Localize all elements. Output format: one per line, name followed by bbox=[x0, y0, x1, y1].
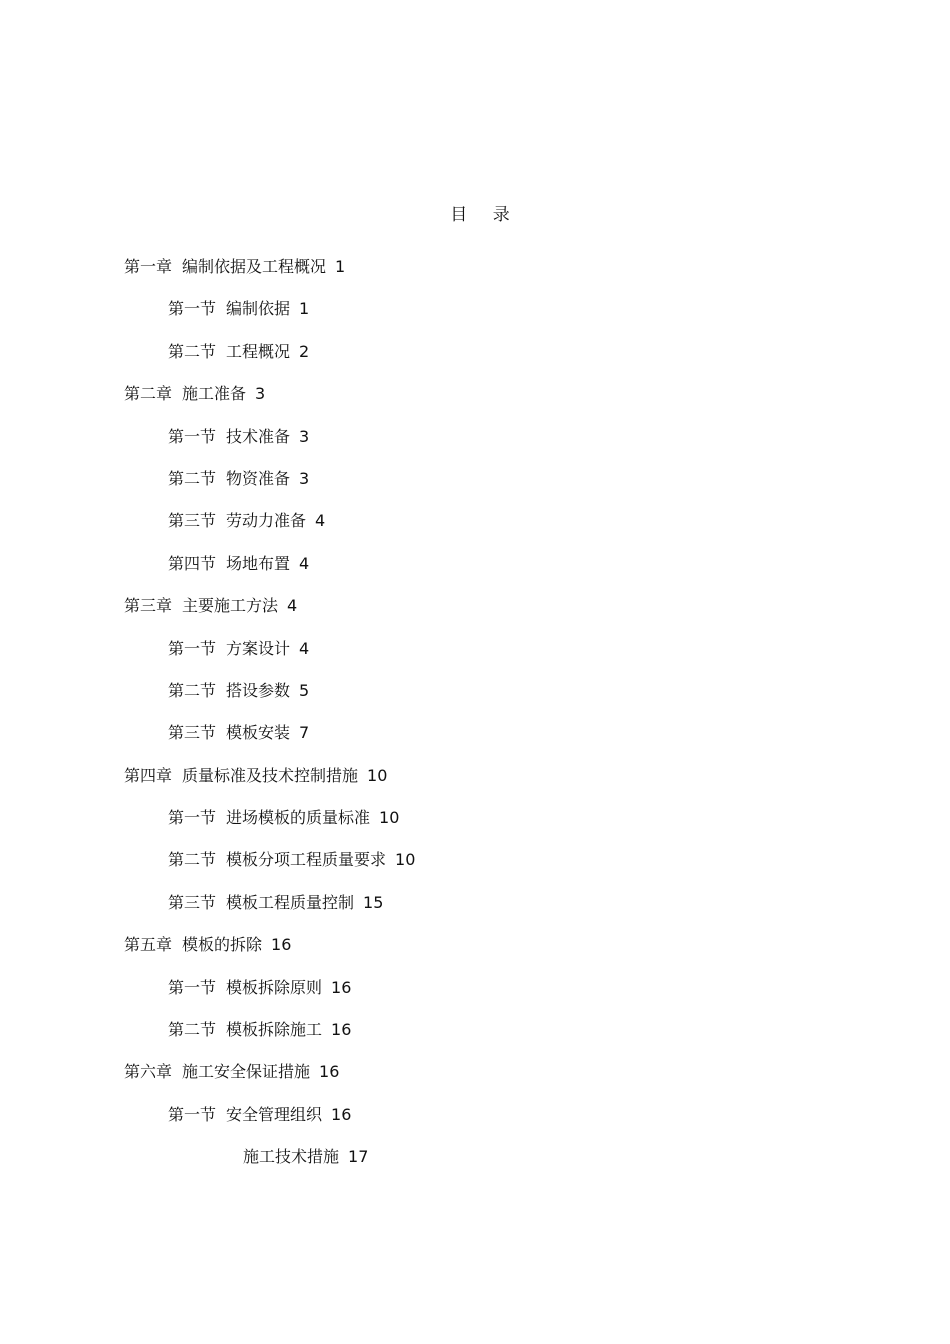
toc-entry-label: 第一节 bbox=[168, 299, 217, 319]
toc-entry bbox=[124, 254, 910, 296]
toc-entry bbox=[124, 847, 910, 889]
toc-entry-label: 第三节 bbox=[168, 892, 217, 912]
toc-entry bbox=[124, 551, 910, 593]
toc-entry bbox=[124, 466, 910, 508]
toc-entry-label: 第一节 bbox=[168, 638, 217, 658]
toc-entry-page-number: 16 bbox=[331, 1020, 352, 1040]
toc-entry-label: 第一章 bbox=[124, 257, 173, 276]
toc-entry-page-number: 4 bbox=[299, 638, 310, 658]
toc-entry-label: 第三章 bbox=[124, 596, 173, 616]
toc-entry-heading: 安全管理组织 bbox=[226, 1104, 323, 1124]
toc-entry-label: 第一节 bbox=[168, 426, 217, 446]
toc-entry-heading: 劳动力准备 bbox=[226, 511, 307, 531]
toc-entry-label: 第四章 bbox=[124, 765, 173, 785]
toc-entry-label: 第二节 bbox=[168, 680, 217, 700]
toc-entry bbox=[124, 720, 910, 762]
toc-entry-label: 第五章 bbox=[124, 935, 173, 955]
toc-entry-page-number: 2 bbox=[299, 341, 310, 361]
toc-entry-heading: 施工准备 bbox=[182, 384, 247, 404]
toc-entry-page-number: 4 bbox=[315, 511, 326, 531]
toc-entry-label: 第四节 bbox=[168, 553, 217, 573]
toc-entry-label: 第三节 bbox=[168, 511, 217, 531]
toc-entry-page-number: 17 bbox=[348, 1147, 369, 1167]
toc-entry-label: 第三节 bbox=[168, 723, 217, 743]
toc-entry-label: 第二节 bbox=[168, 341, 217, 361]
toc-entry-label: 第六章 bbox=[124, 1062, 173, 1082]
toc-entry bbox=[124, 890, 910, 932]
toc-entry-label: 第一节 bbox=[168, 808, 217, 828]
toc-entry-heading: 编制依据 bbox=[226, 299, 291, 319]
toc-entry bbox=[124, 1144, 910, 1186]
toc-entry bbox=[124, 636, 910, 678]
toc-entry-heading: 方案设计 bbox=[226, 638, 291, 658]
toc-entry bbox=[124, 381, 910, 423]
toc-entry-page-number: 3 bbox=[255, 384, 266, 404]
toc-entry-heading: 编制依据及工程概况 bbox=[182, 257, 327, 276]
toc-entry bbox=[124, 296, 910, 338]
toc-entry-page-number: 16 bbox=[331, 1104, 352, 1124]
toc-entry bbox=[124, 1102, 910, 1144]
toc-entry-heading: 模板分项工程质量要求 bbox=[226, 850, 387, 870]
toc-entry-heading: 工程概况 bbox=[226, 341, 291, 361]
toc-entry bbox=[124, 932, 910, 974]
toc-entry-page-number: 3 bbox=[299, 468, 310, 488]
toc-entry-page-number: 1 bbox=[335, 257, 346, 276]
toc-entry bbox=[124, 1059, 910, 1101]
toc-entry-page-number: 4 bbox=[299, 553, 310, 573]
toc-entry-page-number: 10 bbox=[395, 850, 416, 870]
toc-entry-heading: 物资准备 bbox=[226, 468, 291, 488]
toc-title: 目 录 bbox=[450, 205, 520, 225]
toc-entry-heading: 进场模板的质量标准 bbox=[226, 808, 371, 828]
toc-entry-label: 第二节 bbox=[168, 850, 217, 870]
toc-entry bbox=[124, 975, 910, 1017]
toc-entry-heading: 模板工程质量控制 bbox=[226, 892, 355, 912]
toc-entry-heading: 施工技术措施 bbox=[243, 1147, 340, 1167]
toc-entry-label: 第一节 bbox=[168, 977, 217, 997]
toc-entry-page-number: 15 bbox=[363, 892, 384, 912]
toc-entry-heading: 场地布置 bbox=[226, 553, 291, 573]
toc-entry-page-number: 3 bbox=[299, 426, 310, 446]
toc-entry-label: 第一节 bbox=[168, 1104, 217, 1124]
toc-entry-page-number: 10 bbox=[379, 808, 400, 828]
toc-entry-label: 第二章 bbox=[124, 384, 173, 404]
toc-entry-heading: 模板安装 bbox=[226, 723, 291, 743]
toc-entry-label: 第二节 bbox=[168, 1020, 217, 1040]
toc-entry bbox=[124, 593, 910, 635]
toc-entry bbox=[124, 763, 910, 805]
toc-entry-heading: 施工安全保证措施 bbox=[182, 1062, 311, 1082]
toc-entry-label: 第二节 bbox=[168, 468, 217, 488]
toc-list bbox=[124, 254, 910, 1187]
toc-entry-heading: 模板拆除施工 bbox=[226, 1020, 323, 1040]
toc-entry bbox=[124, 805, 910, 847]
toc-entry-heading: 搭设参数 bbox=[226, 680, 291, 700]
toc-entry-page-number: 1 bbox=[299, 299, 310, 319]
toc-entry-heading: 技术准备 bbox=[226, 426, 291, 446]
toc-entry-page-number: 5 bbox=[299, 680, 310, 700]
toc-entry-heading: 模板拆除原则 bbox=[226, 977, 323, 997]
toc-entry-page-number: 16 bbox=[319, 1062, 340, 1082]
toc-entry bbox=[124, 508, 910, 550]
toc-entry-page-number: 7 bbox=[299, 723, 310, 743]
toc-entry-page-number: 16 bbox=[331, 977, 352, 997]
toc-entry-heading: 主要施工方法 bbox=[182, 596, 279, 616]
toc-entry-page-number: 4 bbox=[287, 596, 298, 616]
toc-entry-page-number: 10 bbox=[367, 765, 388, 785]
toc-entry bbox=[124, 678, 910, 720]
toc-entry bbox=[124, 1017, 910, 1059]
toc-entry bbox=[124, 424, 910, 466]
toc-entry-page-number: 16 bbox=[271, 935, 292, 955]
toc-entry bbox=[124, 339, 910, 381]
toc-entry-heading: 模板的拆除 bbox=[182, 935, 263, 955]
toc-entry-heading: 质量标准及技术控制措施 bbox=[182, 765, 359, 785]
